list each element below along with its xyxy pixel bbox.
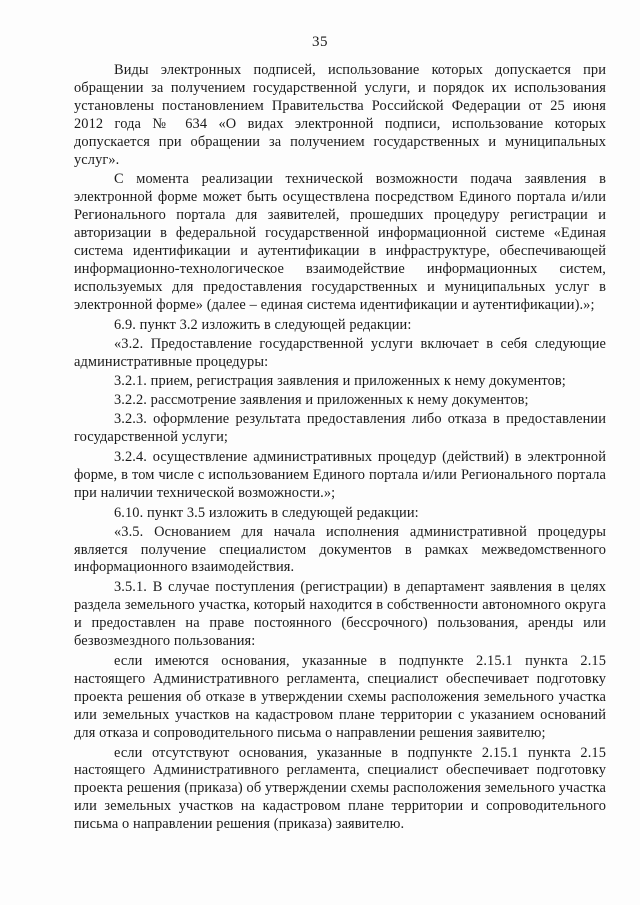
paragraph-clause-3-2-4: 3.2.4. осуществление административных процедур (действий) в электронной форме, в том числе с использованием Единого портала и/или Регионального портала при наличии технической возможности.»; — [74, 449, 606, 501]
document-body — [74, 62, 606, 836]
paragraph-grounds-absent: если отсутствуют основания, указанные в подпункте 2.15.1 пункта 2.15 настоящего Административного регламента, специалист обеспечивает подготовку проекта решения (приказа) об утверждении схемы расположения земельного участка или земельных участков на кадастровом плане территории и сопроводительного письма о направлении решения (приказа) заявителю. — [74, 744, 606, 833]
paragraph-clause-3-2: «3.2. Предоставление государственной услуги включает в себя следующие административные процедуры: — [74, 335, 606, 370]
paragraph-grounds-present: если имеются основания, указанные в подпункте 2.15.1 пункта 2.15 настоящего Административного регламента, специалист обеспечивает подготовку проекта решения об отказе в утверждении схемы расположения земельного участка или земельных участков на кадастровом плане территории с указанием оснований для отказа и сопроводительного письма о направлении решения заявителю; — [74, 653, 606, 741]
paragraph-item-6-9: 6.9. пункт 3.2 изложить в следующей редакции: — [114, 316, 412, 333]
page-number: 35 — [312, 34, 328, 50]
paragraph-clause-3-2-1: 3.2.1. прием, регистрация заявления и приложенных к нему документов; — [114, 373, 566, 390]
paragraph-clause-3-2-3: 3.2.3. оформление результата предоставления либо отказа в предоставлении государственной услуги; — [74, 411, 606, 446]
paragraph-clause-3-5-1: 3.5.1. В случае поступления (регистрации) в департамент заявления в целях раздела земельного участка, который находится в собственности автономного округа и предоставлен на праве постоянного (бессрочного) пользования, аренды или безвозмездного пользования: — [74, 579, 606, 650]
paragraph-clause-3-5: «3.5. Основанием для начала исполнения административной процедуры является получение специалистом документов в рамках межведомственного информационного взаимодействия. — [74, 523, 606, 576]
paragraph-clause-3-2-2: 3.2.2. рассмотрение заявления и приложенных к нему документов; — [114, 392, 529, 409]
paragraph-electronic-signatures: Виды электронных подписей, использование которых допускается при обращении за получением государственной услуги, и порядок их использования установлены постановлением Правительства Российской Федерации от 25 июня 2012 года № 634 «О видах электронной подписи, использование которых допускается при обращении за получением государственных и муниципальных услуг». — [74, 62, 606, 168]
paragraph-electronic-submission: С момента реализации технической возможности подача заявления в электронной форме может быть осуществлена посредством Единого портала и/или Регионального портала для заявителей, прошедших процедуру регистрации и авторизации в федеральной государственной информационной системе «Единая система идентификации и аутентификации в инфраструктуре, обеспечивающей информационно-технологическое взаимодействие информационных систем, используемых для предоставления государственных и муниципальных услуг в электронной форме» (далее – единая система идентификации и аутентификации).»; — [74, 171, 606, 313]
paragraph-item-6-10: 6.10. пункт 3.5 изложить в следующей редакции: — [114, 504, 419, 521]
